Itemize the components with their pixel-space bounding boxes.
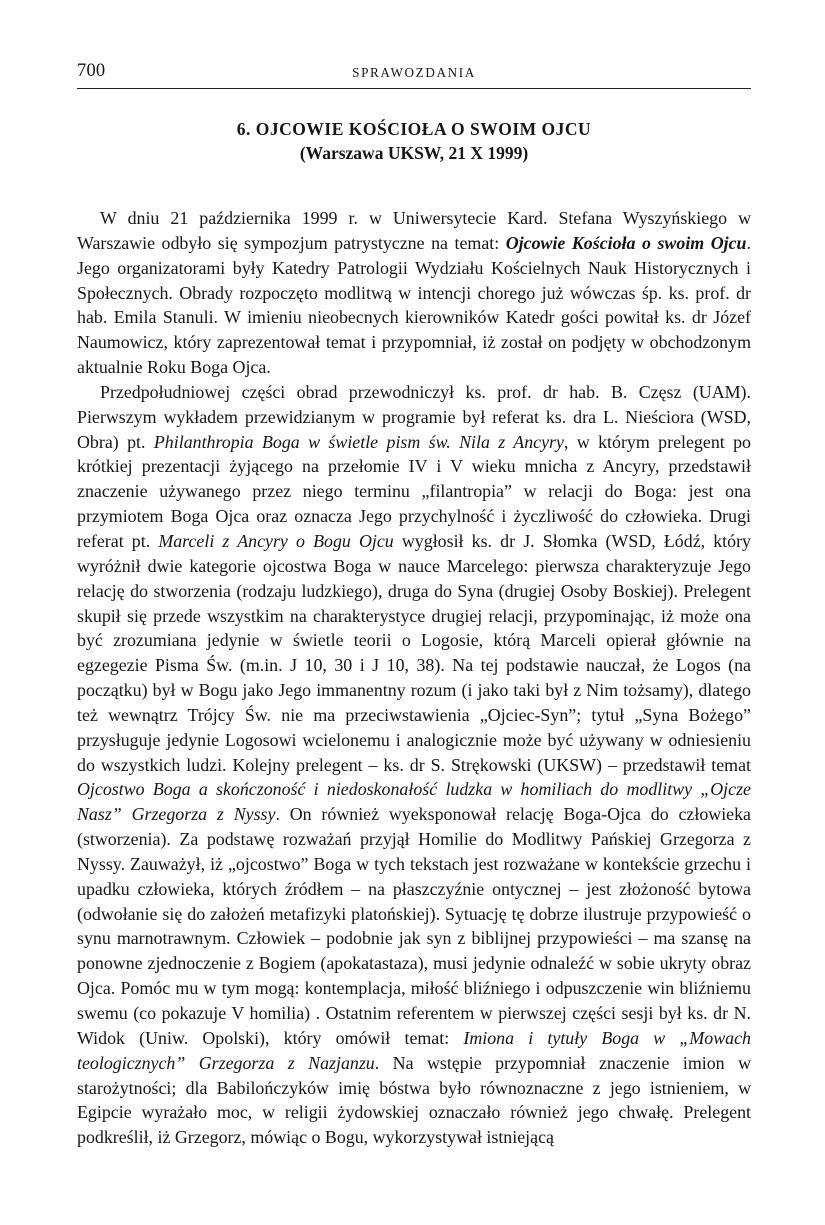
paragraph-text: . Jego organizatorami były Katedry Patrologii Wydziału Kościelnych Nauk Historycznych i Społecznych. Obrady rozpoczęto modlitwą w intencji chorego już wówczas śp. ks. prof. dr hab. Emila Stanuli. W imieniu nieobecnych kierowników Katedr gości powitał ks. dr Józef Naumowicz, który zaprezentował temat i przypomniał, iż został on podjęty w obchodzonym aktualnie Roku Boga Ojca.: [77, 232, 751, 378]
paragraph-text: . Na wstępie przypomniał znaczenie imion w starożytności; dla Babilończyków imię bóstwa było równoznaczne z jego istnieniem, w Egipcie wyrażało moc, w religii żydowskiej oznaczało również jego chwałę. Prelegent podkreślił, iż Grzegorz, mówiąc o Bogu, wykorzystywał istniejącą: [77, 1052, 751, 1148]
lecture-title: Marceli z Ancyry o Bogu Ojcu: [158, 530, 394, 551]
lecture-title: Imiona i tytuły Boga w „Mowach teologicznych” Grzegorza z Nazjanzu: [77, 1027, 751, 1073]
running-section-title: SPRAWOZDANIA: [352, 65, 476, 80]
body-paragraph-2: [77, 380, 751, 1150]
report-subtitle: (Warszawa UKSW, 21 X 1999): [299, 143, 529, 163]
article-body: [77, 206, 751, 1150]
lecture-title: Ojcostwo Boga a skończoność i niedoskonałość ludzka w homiliach do modlitwy „Ojcze Nasz” Grzegorza z Nyssy: [77, 779, 751, 825]
paragraph-text: W dniu 21 października 1999 r. w Uniwersytecie Kard. Stefana Wyszyńskiego w Warszawie odbyło się sympozjum patrystyczne na temat:: [77, 208, 751, 253]
paragraph-text: . On również wyeksponował relację Boga-Ojca do człowieka (stworzenia). Za podstawę rozważań przyjął Homilie do Modlitwy Pańskiej Grzegorza z Nyssy. Zauważył, iż „ojcostwo” Boga w tych tekstach jest rozważane w kontekście grzechu i upadku człowieka, których źródłem – na płaszczyźnie ontycznej – jest złożoność bytowa (odwołanie się do założeń metafizyki platońskiej). Sytuację tę dobrze ilustruje przypowieść o synu marnotrawnym. Człowiek – podobnie jak syn z biblijnej przypowieści – ma szansę na ponowne zjednoczenie z Bogiem (apokatastaza), musi jedynie odnaleźć w sobie ukryty obraz Ojca. Pomóc mu w tym mogą: kontemplacja, miłość bliźniego i odpuszczenie win bliźniemu swemu (co pokazuje V homilia) . Ostatnim referentem w pierwszej części sesji był ks. dr N. Widok (Uniw. Opolski), który omówił temat:: [77, 804, 752, 1048]
document-page: [77, 58, 751, 1150]
report-heading: [77, 117, 751, 165]
paragraph-text: , w którym prelegent po krótkiej prezentacji żyjącego na przełomie IV i V wieku mnicha z Ancyry, przedstawił znaczenie używanego przez niego terminu „filantropia” w relacji do Boga: jest ona przymiotem Boga Ojca oraz oznacza Jego przychylność i życzliwość do człowieka. Drugi referat pt.: [77, 431, 751, 551]
lecture-title: Philanthropia Boga w świetle pism św. Nila z Ancyry: [153, 431, 564, 452]
symposium-title: Ojcowie Kościoła o swoim Ojcu: [505, 232, 747, 253]
paragraph-text: wygłosił ks. dr J. Słomka (WSD, Łódź, który wyróżnił dwie kategorie ojcostwa Boga w nauce Marcelego: pierwsza charakteryzuje Jego relację do stworzenia (rodzaju ludzkiego), druga do Syna (drugiej Osoby Boskiej). Prelegent skupił się przede wszystkim na charakterystyce drugiej relacji, przypominając, iż może ona być zrozumiana jedynie w świetle teorii o Logosie, którą Marceli opierał głównie na egzegezie Pisma Św. (m.in. J 10, 30 i J 10, 38). Na tej podstawie nauczał, że Logos (na początku) był w Bogu jako Jego immanentny rozum (i jako taki był z Nim tożsamy), dlatego też wewnątrz Trójcy Św. nie ma przeciwstawienia „Ojciec-Syn”; tytuł „Syna Bożego” przysługuje jedynie Logosowi wcielonemu i analogicznie może być używany w odniesieniu do wszystkich ludzi. Kolejny prelegent – ks. dr S. Strękowski (UKSW) – przedstawił temat: [77, 530, 752, 775]
body-paragraph-1: [77, 206, 751, 380]
page-number: 700: [77, 61, 106, 81]
report-title: 6. OJCOWIE KOŚCIOŁA O SWOIM OJCU: [236, 119, 592, 139]
running-header: [77, 58, 751, 89]
paragraph-text: Przedpołudniowej części obrad przewodniczył ks. prof. dr hab. B. Częsz (UAM). Pierwszym wykładem przewidzianym w programie był referat ks. dra L. Nieściora (WSD, Obra) pt.: [77, 381, 751, 452]
